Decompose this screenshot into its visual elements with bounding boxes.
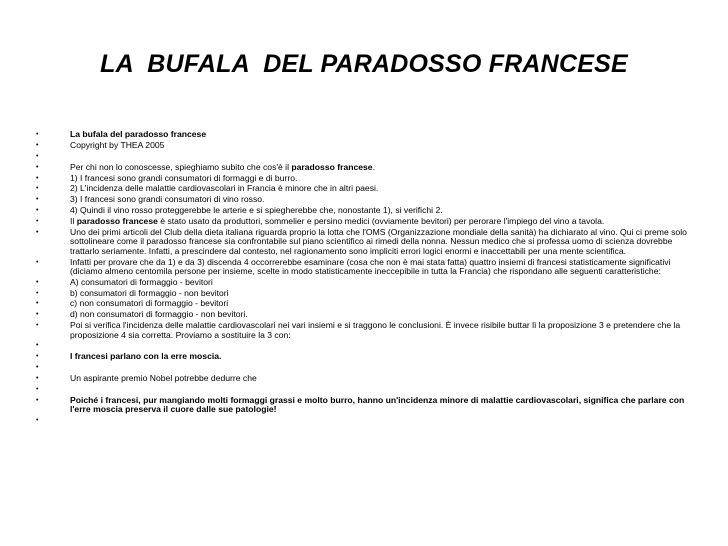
list-item [36,321,696,340]
bullet-icon: • [36,258,39,266]
text-segment: A) consumatori di formaggio - bevitori [70,276,213,287]
bullet-icon: • [36,386,39,393]
text-segment: Infatti per provare che da 1) e da 3) discenda 4 occorrerebbe esaminare (cosa che non è mai stata fatta) quattro insiemi di francesi statisticamente significativi (diciamo almeno centomila persone per insieme, scelte in modo statisticamente ineccepibile in tutta la Francia) che rispondano alle seguenti caratteristiche: [70,256,671,276]
list-item [36,217,696,226]
list-item [36,310,696,319]
bullet-icon: • [36,229,39,237]
bullet-icon: • [36,131,39,138]
text-segment: Il [70,216,77,227]
list-item [36,228,696,256]
text-segment: 3) I francesi sono grandi consumatori di vino rosso. [70,194,265,205]
list-item [36,141,696,150]
bullet-icon: • [36,185,39,193]
bullet-icon: • [36,278,39,286]
bullet-icon: • [36,311,39,319]
text-segment: Uno dei primi articoli del Club della dieta italiana riguarda proprio la lotta che l'OMS (Organizzazione mondiale della sanità) ha dichiarato al vino. Qui ci preme solo sottolineare come il paradosso francese sia confrontabile sul piano scientifico ai rimedi della nonna. Nessun medico che si professa uomo di scienza dovrebbe trattarlo seriamente. Infatti, a prescindere dal contesto, nel ragionamento sono impliciti errori logici enormi e inaccettabili per una mente scientifica. [70,227,687,256]
text-segment: c) non consumatori di formaggio - bevitori [70,298,229,309]
bullet-icon: • [36,417,39,425]
bullet-icon: • [36,353,39,361]
text-segment: 1) I francesi sono grandi consumatori di formaggi e di burro. [70,172,298,183]
text-segment: Un aspirante premio Nobel potrebbe dedurre che [70,373,257,384]
bullet-icon: • [36,289,39,297]
list-item [36,374,696,383]
bullet-icon: • [36,342,39,350]
text-segment: d) non consumatori di formaggio - non bevitori. [70,309,248,320]
bullet-icon: • [36,174,39,182]
list-item [36,163,696,172]
text-segment: . [372,161,375,172]
text-segment: Per chi non lo conoscesse, spieghiamo subito che cos'è il [70,161,292,172]
list-item [36,206,696,215]
slide-title: LA BUFALA DEL PARADOSSO FRANCESE [100,50,628,78]
bullet-icon: • [36,364,39,372]
bullet-icon: • [36,207,39,215]
bullet-icon: • [36,196,39,204]
bold-text: paradosso francese [291,161,373,172]
text-segment: 4) Quindi il vino rosso proteggerebbe le arterie e si spiegherebbe che, nonostante 1), si verifichi 2. [70,205,443,216]
list-item [36,396,696,415]
text-segment: è stato usato da produttori, sommelier e persino medici (ovviamente bevitori) per perorare l'impiego del vino a tavola. [157,216,605,227]
text-segment: 2) L'incidenza delle malattie cardiovascolari in Francia è minore che in altri paesi. [70,183,379,194]
list-item [36,363,696,372]
list-item [36,278,696,287]
list-item [36,385,696,394]
bullet-icon: • [36,152,39,160]
text-segment: Poi si verifica l'incidenza delle malattie cardiovascolari nei vari insiemi e si traggono le conclusioni. È invece risibile buttar lì la proposizione 3 e pretendere che la proposizione 4 sia corretta. Proviamo a sostituire la 3 con: [70,320,681,340]
bullet-icon: • [36,322,39,330]
list-item [36,184,696,193]
list-item [36,341,696,350]
list-item [36,130,696,139]
list-item [36,289,696,298]
list-item [36,416,696,425]
bullet-icon: • [36,396,39,404]
list-item [36,299,696,308]
bullet-icon: • [36,163,39,171]
text-segment: b) consumatori di formaggio - non bevitori [70,287,229,298]
bullet-icon: • [36,218,39,226]
text-segment: Copyright by THEA 2005 [70,139,165,150]
list-item [36,352,696,361]
bold-text: paradosso francese [76,216,158,227]
bullet-icon: • [36,375,39,383]
bullet-list [36,130,696,427]
list-item [36,152,696,161]
list-item [36,258,696,277]
bold-text: Poiché i francesi, pur mangiando molti formaggi grassi e molto burro, hanno un'incidenza minore di malattie cardiovascolari, significa che parlare con l'erre moscia preserva il cuore dalle sue patologie! [70,394,685,415]
bold-text: I francesi parlano con la erre moscia. [70,351,222,362]
list-item [36,174,696,183]
bullet-icon: • [36,141,39,149]
list-item [36,195,696,204]
bullet-icon: • [36,300,39,308]
bold-text: La bufala del paradosso francese [70,129,207,139]
